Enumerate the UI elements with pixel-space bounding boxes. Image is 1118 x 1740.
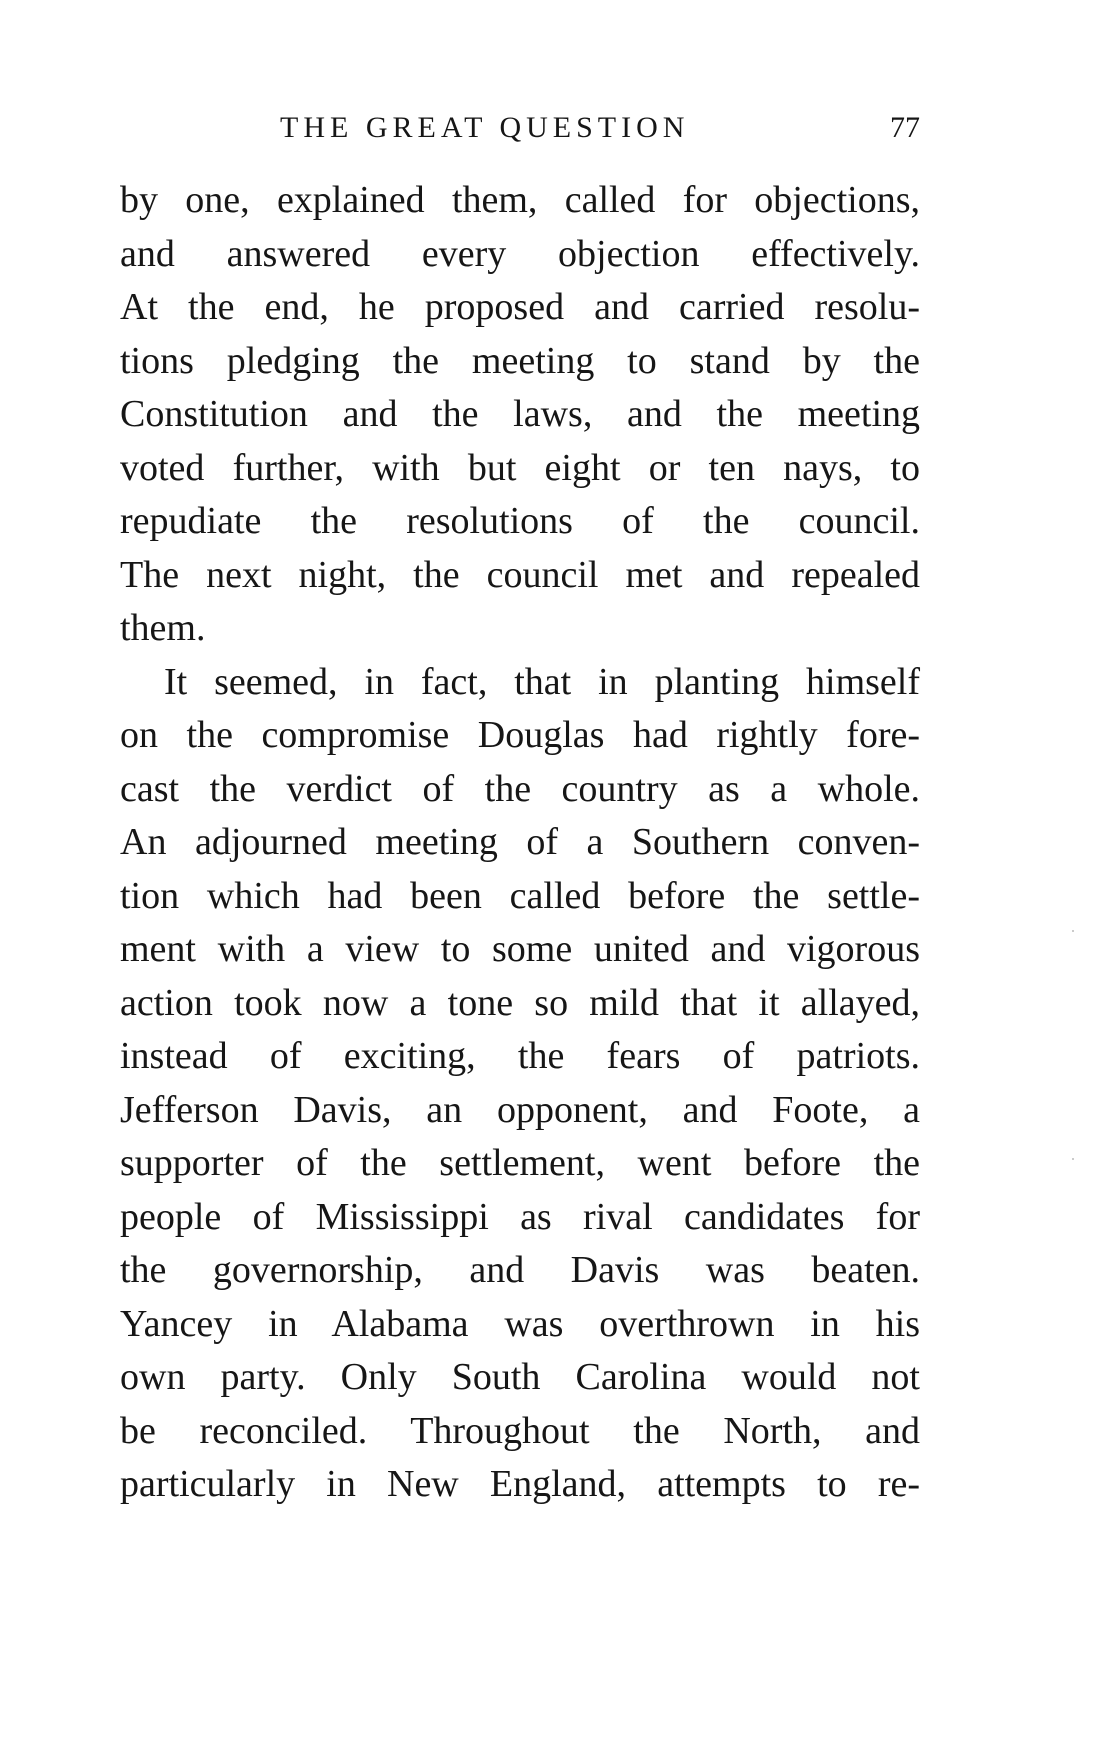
scan-speck: [1072, 930, 1074, 932]
text-line: instead of exciting, the fears of patriots.: [120, 1035, 920, 1077]
paragraph-1: [120, 174, 920, 656]
text-line: Yancey in Alabama was overthrown in his: [120, 1302, 920, 1345]
text-line: action took now a tone so mild that it allayed,: [120, 981, 920, 1024]
text-line: The next night, the council met and repealed: [120, 553, 920, 596]
text-line: and answered every objection effectively.: [120, 232, 920, 275]
text-line: repudiate the resolutions of the council.: [120, 500, 920, 542]
text-line: by one, explained them, called for objections,: [120, 179, 920, 221]
text-line: Jefferson Davis, an opponent, and Foote, a: [120, 1088, 920, 1131]
text-line: the governorship, and Davis was beaten.: [120, 1249, 920, 1291]
text-line: cast the verdict of the country as a whole.: [120, 767, 920, 810]
body-text: [120, 174, 920, 1512]
text-line: At the end, he proposed and carried resolu-: [120, 286, 920, 328]
scan-speck: [1072, 1158, 1074, 1160]
text-line: be reconciled. Throughout the North, and: [120, 1409, 920, 1452]
text-line: tions pledging the meeting to stand by the: [120, 339, 920, 382]
text-line: tion which had been called before the settle-: [120, 874, 920, 917]
text-line: people of Mississippi as rival candidates for: [120, 1195, 920, 1238]
text-line: An adjourned meeting of a Southern conven-: [120, 821, 920, 863]
paragraph-2: [120, 656, 920, 1512]
text-line: It seemed, in fact, that in planting himself: [164, 660, 920, 703]
text-line: them.: [120, 607, 206, 649]
text-line: voted further, with but eight or ten nays, to: [120, 446, 920, 489]
text-line: own party. Only South Carolina would not: [120, 1356, 920, 1398]
page-number: 77: [890, 111, 920, 144]
text-line: on the compromise Douglas had rightly fore-: [120, 714, 920, 756]
text-line: ment with a view to some united and vigorous: [120, 928, 920, 970]
text-line: particularly in New England, attempts to re-: [120, 1463, 920, 1505]
running-title: THE GREAT QUESTION: [280, 111, 690, 144]
running-head: [120, 108, 920, 148]
text-line: Constitution and the laws, and the meeting: [120, 393, 920, 435]
text-line: supporter of the settlement, went before the: [120, 1142, 920, 1184]
